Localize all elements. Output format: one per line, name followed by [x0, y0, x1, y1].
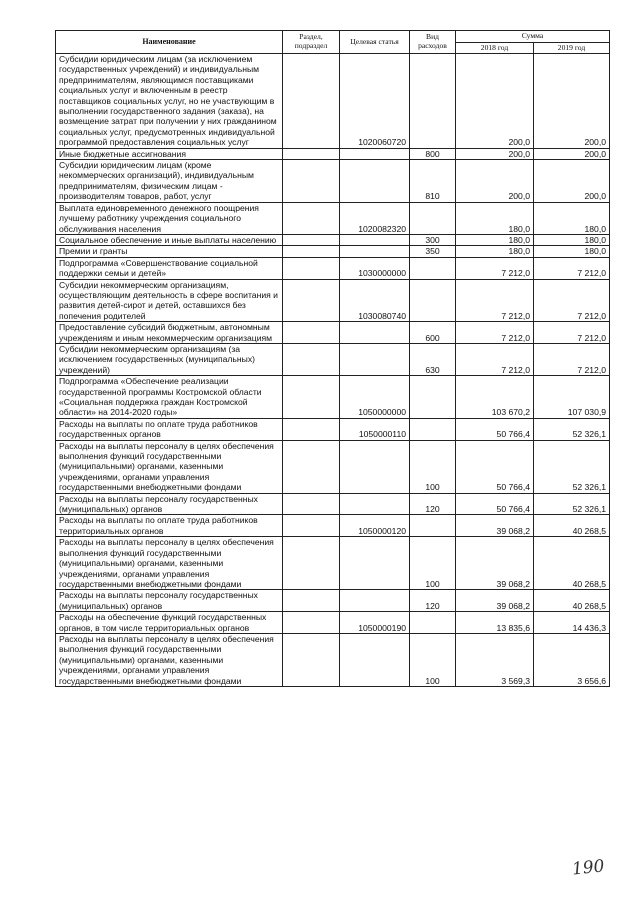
table-header — [56, 31, 610, 54]
row-2019-cell: 180,0 — [534, 246, 610, 257]
row-target-cell: 1050000190 — [340, 612, 410, 634]
row-kind-cell — [410, 418, 456, 440]
row-section-cell — [283, 440, 340, 493]
row-section-cell — [283, 148, 340, 159]
row-section-cell — [283, 376, 340, 419]
row-kind-cell — [410, 612, 456, 634]
row-kind-cell: 810 — [410, 160, 456, 203]
row-2018-cell: 200,0 — [456, 148, 534, 159]
table-row — [56, 148, 610, 159]
row-target-cell — [340, 440, 410, 493]
table-row — [56, 590, 610, 612]
row-name-cell: Социальное обеспечение и иные выплаты населению — [56, 234, 283, 245]
row-section-cell — [283, 54, 340, 149]
row-target-cell — [340, 322, 410, 344]
table-row — [56, 257, 610, 279]
row-section-cell — [283, 418, 340, 440]
row-2018-cell: 7 212,0 — [456, 257, 534, 279]
row-kind-cell — [410, 54, 456, 149]
row-2018-cell: 180,0 — [456, 234, 534, 245]
row-target-cell: 1050000110 — [340, 418, 410, 440]
row-kind-cell: 120 — [410, 590, 456, 612]
row-target-cell: 1030000000 — [340, 257, 410, 279]
row-name-cell: Расходы на выплаты по оплате труда работников государственных органов — [56, 418, 283, 440]
table-row — [56, 322, 610, 344]
row-name-cell: Расходы на выплаты персоналу в целях обеспечения выполнения функций государственными (муниципальными) органами, казенными учреждениями, органами управления государственными внебюджетными фондами — [56, 633, 283, 686]
row-name-cell: Расходы на выплаты персоналу в целях обеспечения выполнения функций государственными (муниципальными) органами, казенными учреждениями, органами управления государственными внебюджетными фондами — [56, 537, 283, 590]
row-2019-cell: 40 268,5 — [534, 590, 610, 612]
row-2018-cell: 200,0 — [456, 160, 534, 203]
table-row — [56, 418, 610, 440]
row-name-cell: Субсидии юридическим лицам (за исключением государственных учреждений) и индивидуальным предпринимателям, являющимся поставщиками социальных услуг и включенным в реестр поставщиков социальных услуг, но не участвующим в выполнении государственного задания (заказа), на возмещение затрат при получении у них гражданином социальных услуг, предусмотренных индивидуальной программой предоставления социальных услуг — [56, 54, 283, 149]
row-kind-cell: 100 — [410, 537, 456, 590]
row-name-cell: Расходы на выплаты персоналу государственных (муниципальных) органов — [56, 493, 283, 515]
row-2019-cell: 52 326,1 — [534, 418, 610, 440]
row-2019-cell: 40 268,5 — [534, 537, 610, 590]
row-2019-cell: 52 326,1 — [534, 440, 610, 493]
row-2018-cell: 200,0 — [456, 54, 534, 149]
row-name-cell: Расходы на выплаты персоналу в целях обеспечения выполнения функций государственными (муниципальными) органами, казенными учреждениями, органами управления государственными внебюджетными фондами — [56, 440, 283, 493]
row-kind-cell: 120 — [410, 493, 456, 515]
row-section-cell — [283, 160, 340, 203]
row-target-cell — [340, 246, 410, 257]
header-kind: Вид расходов — [410, 31, 456, 54]
table-row — [56, 160, 610, 203]
row-2019-cell: 52 326,1 — [534, 493, 610, 515]
table-row — [56, 234, 610, 245]
table-row — [56, 493, 610, 515]
row-2018-cell: 7 212,0 — [456, 343, 534, 375]
row-kind-cell — [410, 257, 456, 279]
table-row — [56, 279, 610, 322]
header-section: Раздел, подраздел — [283, 31, 340, 54]
row-2018-cell: 13 835,6 — [456, 612, 534, 634]
row-name-cell: Подпрограмма «Совершенствование социальной поддержки семьи и детей» — [56, 257, 283, 279]
row-target-cell: 1050000000 — [340, 376, 410, 419]
header-year-2018: 2018 год — [456, 43, 534, 54]
row-target-cell — [340, 590, 410, 612]
row-name-cell: Субсидии некоммерческим организациям, осуществляющим деятельность в сфере воспитания и развития детей-сирот и детей, оставшихся без попечения родителей — [56, 279, 283, 322]
row-kind-cell — [410, 202, 456, 234]
row-2019-cell: 40 268,5 — [534, 515, 610, 537]
row-target-cell — [340, 160, 410, 203]
row-2019-cell: 7 212,0 — [534, 279, 610, 322]
row-name-cell: Расходы на обеспечение функций государственных органов, в том числе территориальных органов — [56, 612, 283, 634]
row-2019-cell: 200,0 — [534, 148, 610, 159]
row-target-cell: 1020082320 — [340, 202, 410, 234]
row-2018-cell: 180,0 — [456, 202, 534, 234]
table-row — [56, 515, 610, 537]
row-2019-cell: 7 212,0 — [534, 257, 610, 279]
row-2019-cell: 7 212,0 — [534, 343, 610, 375]
row-name-cell: Иные бюджетные ассигнования — [56, 148, 283, 159]
row-kind-cell: 300 — [410, 234, 456, 245]
header-sum: Сумма — [456, 31, 610, 43]
row-target-cell — [340, 493, 410, 515]
row-kind-cell: 100 — [410, 633, 456, 686]
table-row — [56, 376, 610, 419]
row-2018-cell: 50 766,4 — [456, 440, 534, 493]
row-section-cell — [283, 234, 340, 245]
row-name-cell: Предоставление субсидий бюджетным, автономным учреждениям и иным некоммерческим организациям — [56, 322, 283, 344]
table-row — [56, 537, 610, 590]
header-year-2019: 2019 год — [534, 43, 610, 54]
row-2018-cell: 180,0 — [456, 246, 534, 257]
row-2019-cell: 200,0 — [534, 160, 610, 203]
row-2018-cell: 39 068,2 — [456, 537, 534, 590]
row-section-cell — [283, 590, 340, 612]
row-section-cell — [283, 257, 340, 279]
row-section-cell — [283, 612, 340, 634]
row-kind-cell: 100 — [410, 440, 456, 493]
row-target-cell: 1020060720 — [340, 54, 410, 149]
row-section-cell — [283, 633, 340, 686]
table-row — [56, 343, 610, 375]
row-name-cell: Субсидии юридическим лицам (кроме некоммерческих организаций), индивидуальным предпринимателям, физическим лицам - производителям товаров, работ, услуг — [56, 160, 283, 203]
row-kind-cell — [410, 279, 456, 322]
row-target-cell — [340, 148, 410, 159]
row-kind-cell: 630 — [410, 343, 456, 375]
row-2019-cell: 7 212,0 — [534, 322, 610, 344]
row-section-cell — [283, 343, 340, 375]
row-name-cell: Субсидии некоммерческим организациям (за исключением государственных (муниципальных) учреждений) — [56, 343, 283, 375]
row-name-cell: Расходы на выплаты по оплате труда работников территориальных органов — [56, 515, 283, 537]
row-section-cell — [283, 322, 340, 344]
row-target-cell — [340, 633, 410, 686]
row-kind-cell — [410, 515, 456, 537]
row-2019-cell: 200,0 — [534, 54, 610, 149]
row-name-cell: Премии и гранты — [56, 246, 283, 257]
row-section-cell — [283, 537, 340, 590]
table-row — [56, 612, 610, 634]
row-2018-cell: 7 212,0 — [456, 279, 534, 322]
table-row — [56, 440, 610, 493]
header-target: Целевая статья — [340, 31, 410, 54]
row-2018-cell: 50 766,4 — [456, 418, 534, 440]
row-section-cell — [283, 202, 340, 234]
row-target-cell — [340, 343, 410, 375]
row-2019-cell: 3 656,6 — [534, 633, 610, 686]
table-row — [56, 246, 610, 257]
table-row — [56, 633, 610, 686]
row-2018-cell: 103 670,2 — [456, 376, 534, 419]
row-name-cell: Выплата единовременного денежного поощрения лучшему работнику учреждения социального обслуживания населения — [56, 202, 283, 234]
row-kind-cell: 800 — [410, 148, 456, 159]
row-target-cell — [340, 537, 410, 590]
row-section-cell — [283, 493, 340, 515]
table-row — [56, 202, 610, 234]
row-kind-cell: 350 — [410, 246, 456, 257]
row-kind-cell — [410, 376, 456, 419]
row-name-cell: Подпрограмма «Обеспечение реализации государственной программы Костромской области «Социальная поддержка граждан Костромской области» на 2014-2020 годы» — [56, 376, 283, 419]
row-2018-cell: 3 569,3 — [456, 633, 534, 686]
budget-table — [55, 30, 610, 687]
row-2019-cell: 107 030,9 — [534, 376, 610, 419]
row-2018-cell: 50 766,4 — [456, 493, 534, 515]
row-kind-cell: 600 — [410, 322, 456, 344]
row-target-cell: 1050000120 — [340, 515, 410, 537]
row-section-cell — [283, 279, 340, 322]
row-target-cell — [340, 234, 410, 245]
row-2018-cell: 39 068,2 — [456, 590, 534, 612]
table-body — [56, 54, 610, 687]
row-section-cell — [283, 246, 340, 257]
row-2018-cell: 7 212,0 — [456, 322, 534, 344]
header-name: Наименование — [56, 31, 283, 54]
page-number: 190 — [571, 856, 606, 880]
row-name-cell: Расходы на выплаты персоналу государственных (муниципальных) органов — [56, 590, 283, 612]
table-row — [56, 54, 610, 149]
row-2019-cell: 180,0 — [534, 202, 610, 234]
row-2018-cell: 39 068,2 — [456, 515, 534, 537]
row-section-cell — [283, 515, 340, 537]
row-2019-cell: 14 436,3 — [534, 612, 610, 634]
row-2019-cell: 180,0 — [534, 234, 610, 245]
row-target-cell: 1030080740 — [340, 279, 410, 322]
